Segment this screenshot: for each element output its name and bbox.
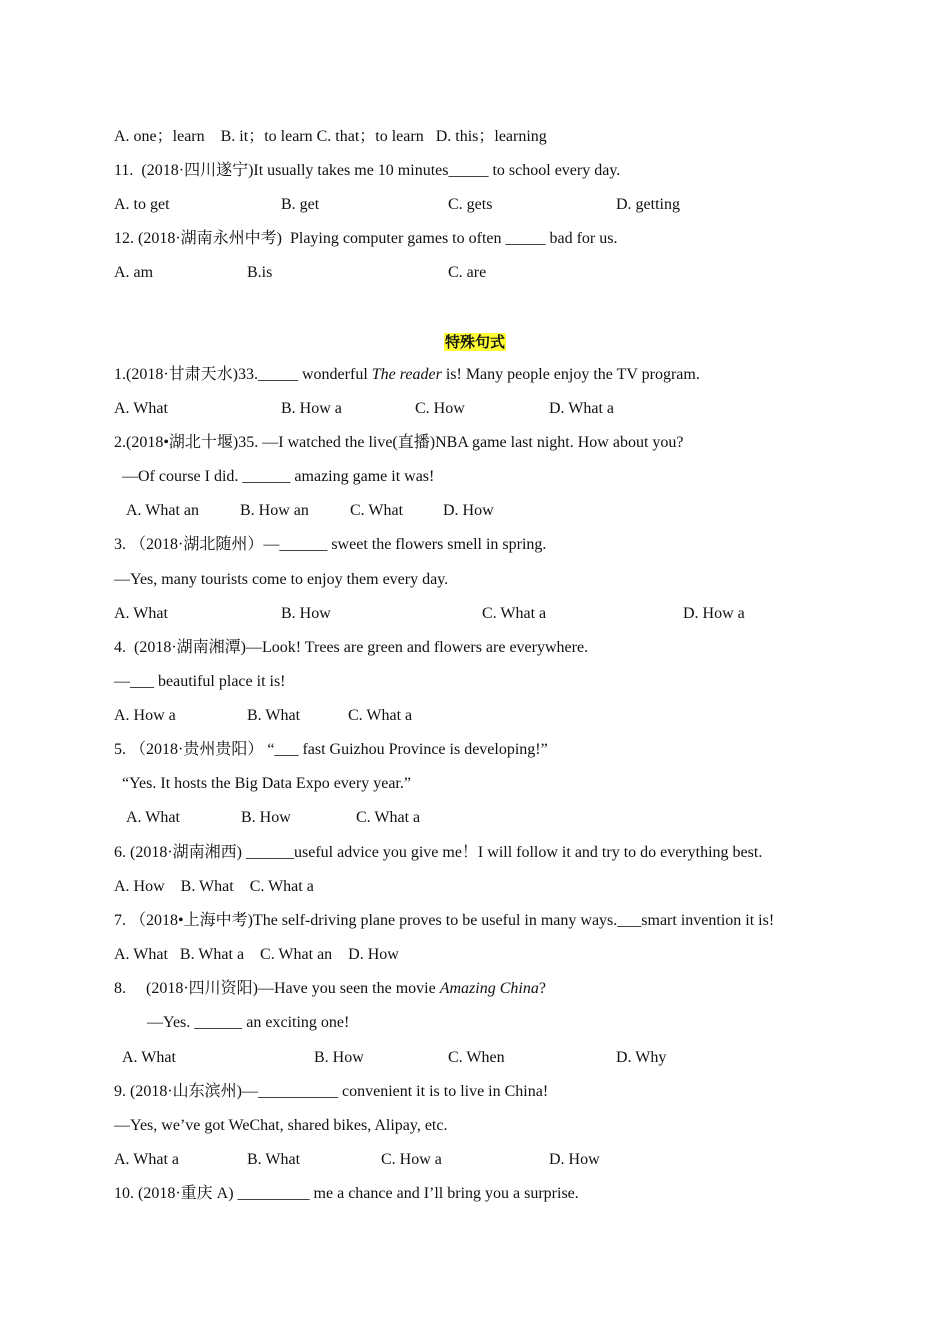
option-c: C. What a [356, 809, 421, 826]
s8-options [114, 1048, 667, 1068]
s1-mid: wonderful [298, 366, 372, 383]
option-b: B. How an [240, 502, 309, 519]
option-a: A. to get [114, 196, 170, 213]
q12-stem: 12. (2018·湖南永州中考) Playing computer games to often _____ bad for us. [114, 230, 618, 247]
option-a: A. What [114, 605, 168, 622]
s4-reply-suffix: beautiful place it is! [154, 673, 286, 690]
s5-stem [114, 740, 548, 760]
s4-stem: 4. (2018·湖南湘潭)—Look! Trees are green and flowers are everywhere. [114, 639, 589, 656]
s9-reply: —Yes, we’ve got WeChat, shared bikes, Alipay, etc. [114, 1117, 448, 1134]
s7-options: A. What B. What a C. What an D. How [114, 946, 399, 963]
s10-stem: 10. (2018·重庆 A) _________ me a chance and I’ll bring you a surprise. [114, 1185, 579, 1202]
option-d: D. getting [616, 196, 680, 213]
s1-title: The reader [371, 366, 442, 383]
intro-options: A. one；learn B. it；to learn C. that；to learn D. this；learning [114, 128, 547, 145]
option-b: B. get [281, 196, 320, 213]
s5-stem-suffix: fast Guizhou Province is developing!” [298, 741, 548, 758]
s7-stem: 7. （2018•上海中考)The self-driving plane proves to be useful in many ways.___smart invention it is! [114, 912, 775, 929]
option-b: B. How [314, 1049, 364, 1066]
option-b: B. How [281, 605, 331, 622]
q11-options [114, 195, 680, 215]
option-b: B.is [247, 264, 273, 281]
s1-options [114, 399, 615, 419]
option-d: D. Why [616, 1049, 667, 1066]
option-d: D. How [443, 502, 494, 519]
option-a: A. What [122, 1049, 176, 1066]
option-b: B. How [241, 809, 291, 826]
option-c: C. are [448, 264, 487, 281]
option-a: A. am [114, 264, 154, 281]
q12-options [114, 263, 487, 283]
option-a: A. How a [114, 707, 176, 724]
option-c: C. gets [448, 196, 493, 213]
option-c: C. What a [482, 605, 547, 622]
s5-stem-blank: ___ [274, 741, 299, 758]
s5-options [114, 808, 421, 828]
s3-reply: —Yes, many tourists come to enjoy them every day. [114, 571, 449, 588]
s2-options [114, 501, 494, 521]
option-d: D. How a [683, 605, 745, 622]
s9-options [114, 1150, 600, 1170]
section-heading [0, 331, 950, 353]
q11-stem: 11. (2018·四川遂宁)It usually takes me 10 minutes_____ to school every day. [114, 162, 621, 179]
option-c: C. What a [348, 707, 413, 724]
s4-reply [114, 672, 286, 692]
option-b: B. What [247, 707, 301, 724]
s8-stem [114, 979, 546, 999]
s8-prefix: 8. (2018·四川资阳)—Have you seen the movie [114, 980, 440, 997]
option-a: A. What [114, 400, 168, 417]
option-a: A. What a [114, 1151, 180, 1168]
s1-suffix: is! Many people enjoy the TV program. [441, 366, 700, 383]
s2-reply: —Of course I did. ______ amazing game it was! [114, 468, 435, 485]
option-c: C. What [350, 502, 404, 519]
s8-title: Amazing China [439, 980, 539, 997]
s3-stem: 3. （2018·湖北随州）—______ sweet the flowers smell in spring. [114, 536, 547, 553]
option-b: B. How a [281, 400, 342, 417]
s8-reply: —Yes. ______ an exciting one! [147, 1014, 350, 1031]
s1-blank: _____ [258, 366, 298, 383]
s9-stem: 9. (2018·山东滨州)—__________ convenient it is to live in China! [114, 1083, 549, 1100]
s1-stem [114, 365, 700, 385]
s5-reply: “Yes. It hosts the Big Data Expo every year.” [114, 775, 411, 792]
s6-options: A. How B. What C. What a [114, 878, 314, 895]
s4-options [114, 706, 413, 726]
section-title: 特殊句式 [444, 333, 505, 351]
option-d: D. What a [549, 400, 615, 417]
s6-stem: 6. (2018·湖南湘西) ______useful advice you give me！I will follow it and try to do everything best. [114, 844, 763, 861]
s1-prefix: 1.(2018·甘肃天水)33. [114, 366, 258, 383]
s2-stem: 2.(2018•湖北十堰)35. —I watched the live(直播)NBA game last night. How about you? [114, 434, 684, 451]
s3-options [114, 604, 745, 624]
option-a: A. What [126, 809, 180, 826]
option-c: C. When [448, 1049, 505, 1066]
option-c: C. How [415, 400, 465, 417]
s4-reply-blank: ___ [130, 673, 154, 690]
s8-suffix: ? [538, 980, 546, 997]
s5-stem-prefix: 5. （2018·贵州贵阳） “ [114, 741, 275, 758]
s4-reply-prefix: — [114, 673, 130, 690]
option-b: B. What [247, 1151, 301, 1168]
option-c: C. How a [381, 1151, 442, 1168]
option-a: A. What an [126, 502, 200, 519]
option-d: D. How [549, 1151, 600, 1168]
